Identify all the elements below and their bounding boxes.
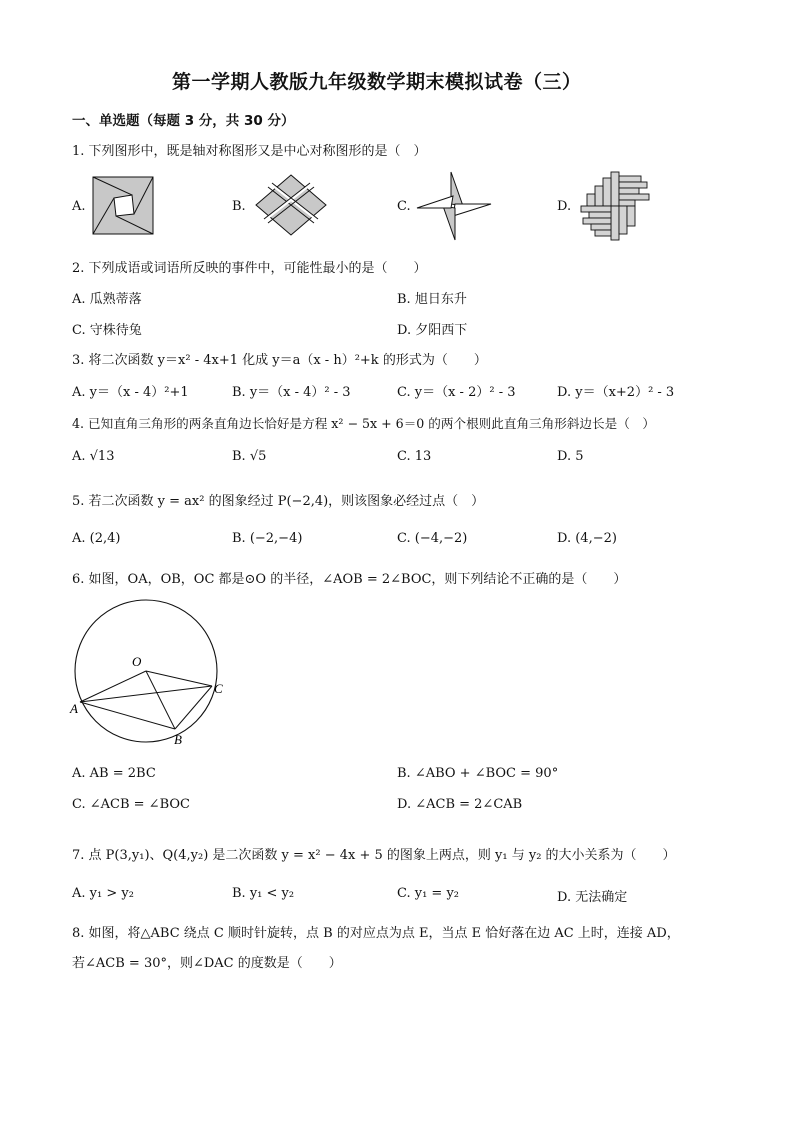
q5-option-c: C. (−4,−2) [397, 531, 468, 546]
q7-option-b: B. y₁ < y₂ [232, 886, 295, 901]
question-8-line-2: 若∠ACB = 30°，则∠DAC 的度数是（ ） [72, 956, 342, 971]
q7-option-d: D. 无法确定 [557, 890, 628, 905]
q1-figure-c [415, 170, 493, 242]
label-o: O [132, 654, 142, 669]
question-5-stem: 5. 若二次函数 y = ax² 的图象经过 P(−2,4)，则该图象必经过点（ ） [72, 494, 485, 509]
q6-option-d: D. ∠ACB = 2∠CAB [397, 797, 523, 812]
label-c: C [214, 681, 223, 696]
q4-option-b: B. √5 [232, 449, 267, 464]
q4-option-d: D. 5 [557, 449, 584, 464]
q1-option-d-label: D. [557, 199, 572, 214]
q1-option-a-label: A. [72, 199, 86, 214]
question-6-stem: 6. 如图，OA，OB，OC 都是⊙O 的半径，∠AOB = 2∠BOC，则下列结论不正确的是（ ） [72, 572, 627, 587]
question-3-stem: 3. 将二次函数 y＝x² - 4x+1 化成 y＝a（x - h）²+k 的形式为（ ） [72, 353, 487, 368]
q4-option-a: A. √13 [72, 449, 115, 464]
q2-option-d: D. 夕阳西下 [397, 323, 468, 338]
q7-option-a: A. y₁ > y₂ [72, 886, 134, 901]
q1-figure-b [254, 173, 328, 237]
q4-option-c: C. 13 [397, 449, 432, 464]
label-a: A [70, 701, 78, 716]
q1-option-b-label: B. [232, 199, 246, 214]
q6-option-c: C. ∠ACB = ∠BOC [72, 797, 190, 812]
q3-option-a: A. y＝（x - 4）²+1 [72, 385, 189, 400]
q7-option-c: C. y₁ = y₂ [397, 886, 460, 901]
section-heading: 一、单选题（每题 3 分，共 30 分） [72, 113, 295, 129]
q1-option-c-label: C. [397, 199, 411, 214]
q3-option-d: D. y＝（x+2）² - 3 [557, 385, 675, 400]
question-4-stem: 4. 已知直角三角形的两条直角边长恰好是方程 x² − 5x + 6＝0 的两个根则此直角三角形斜边长是（ ） [72, 416, 655, 431]
q3-option-c: C. y＝（x - 2）² - 3 [397, 385, 516, 400]
q5-option-a: A. (2,4) [72, 531, 121, 546]
q3-option-b: B. y＝（x - 4）² - 3 [232, 385, 351, 400]
q1-figure-a [92, 176, 156, 236]
q6-circle-figure [66, 595, 226, 750]
question-8-line-1: 8. 如图，将△ABC 绕点 C 顺时针旋转，点 B 的对应点为点 E，当点 E 恰好落在边 AC 上时，连接 AD， [72, 926, 680, 941]
question-1-stem: 1. 下列图形中，既是轴对称图形又是中心对称图形的是（ ） [72, 144, 427, 159]
q6-option-b: B. ∠ABO + ∠BOC = 90° [397, 766, 559, 781]
q2-option-b: B. 旭日东升 [397, 292, 467, 307]
label-b: B [174, 732, 182, 747]
q2-option-a: A. 瓜熟蒂落 [72, 292, 142, 307]
question-7-stem: 7. 点 P(3,y₁)、Q(4,y₂) 是二次函数 y = x² − 4x + 5 的图象上两点，则 y₁ 与 y₂ 的大小关系为（ ） [72, 848, 676, 863]
q1-figure-d [578, 170, 652, 242]
page-title: 第一学期人教版九年级数学期末模拟试卷（三） [172, 71, 582, 93]
q5-option-d: D. (4,−2) [557, 531, 617, 546]
q5-option-b: B. (−2,−4) [232, 531, 303, 546]
q6-option-a: A. AB = 2BC [72, 766, 156, 781]
question-2-stem: 2. 下列成语或词语所反映的事件中，可能性最小的是（ ） [72, 261, 427, 276]
q2-option-c: C. 守株待兔 [72, 323, 142, 338]
